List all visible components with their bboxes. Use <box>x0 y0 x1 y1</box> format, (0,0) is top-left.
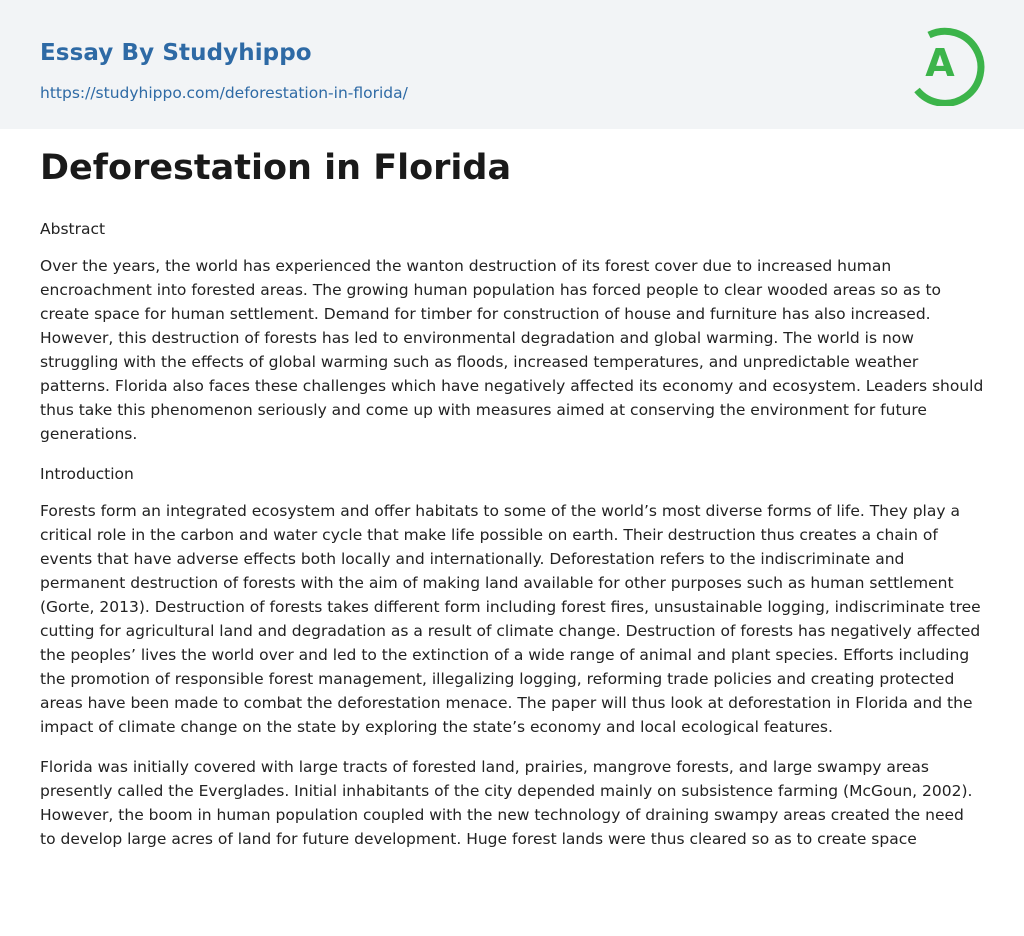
abstract-heading: Abstract <box>40 220 106 238</box>
page-title: Deforestation in Florida <box>40 148 512 188</box>
studyhippo-logo-icon[interactable] <box>912 20 986 106</box>
introduction-paragraph: Forests form an integrated ecosystem and offer habitats to some of the world’s most diverse forms of life. They play a critical role in the carbon and water cycle that make life possible on earth. Their destruction thus creates a chain of events that have adverse effects both locally and internationally. Deforestation refers to the indiscriminate and permanent destruction of forests with the aim of making land available for other purposes such as human settlement (Gorte, 2013). Destruction of forests takes different form including forest fires, unsustainable logging, indiscriminate tree cutting for agricultural land and degradation as a result of climate change. Destruction of forests has negatively affected the peoples’ lives the world over and led to the extinction of a wide range of animal and plant species. Efforts including the promotion of responsible forest management, illegalizing logging, reforming trade policies and creating protected areas have been made to combat the deforestation menace. The paper will thus look at deforestation in Florida and the impact of climate change on the state by exploring the state’s economy and local ecological features. <box>40 502 981 736</box>
site-header <box>0 0 1024 129</box>
brand-title: Essay By Studyhippo <box>40 40 312 66</box>
essay-url-link[interactable]: https://studyhippo.com/deforestation-in-florida/ <box>40 84 408 102</box>
introduction-heading: Introduction <box>40 465 134 483</box>
florida-paragraph: Florida was initially covered with large tracts of forested land, prairies, mangrove forests, and large swampy areas presently called the Everglades. Initial inhabitants of the city depended mainly on subsistence farming (McGoun, 2002). However, the boom in human population coupled with the new technology of draining swampy areas created the need to develop large acres of land for future development. Huge forest lands were thus cleared so as to create space <box>40 758 973 848</box>
abstract-paragraph: Over the years, the world has experienced the wanton destruction of its forest cover due to increased human encroachment into forested areas. The growing human population has forced people to clear wooded areas so as to create space for human settlement. Demand for timber for construction of house and furniture has also increased. However, this destruction of forests has led to environmental degradation and global warming. The world is now struggling with the effects of global warming such as floods, increased temperatures, and unpredictable weather patterns. Florida also faces these challenges which have negatively affected its economy and ecosystem. Leaders should thus take this phenomenon seriously and come up with measures aimed at conserving the environment for future generations. <box>40 257 984 443</box>
logo-letter: A <box>925 41 955 85</box>
article-body <box>0 129 1024 851</box>
